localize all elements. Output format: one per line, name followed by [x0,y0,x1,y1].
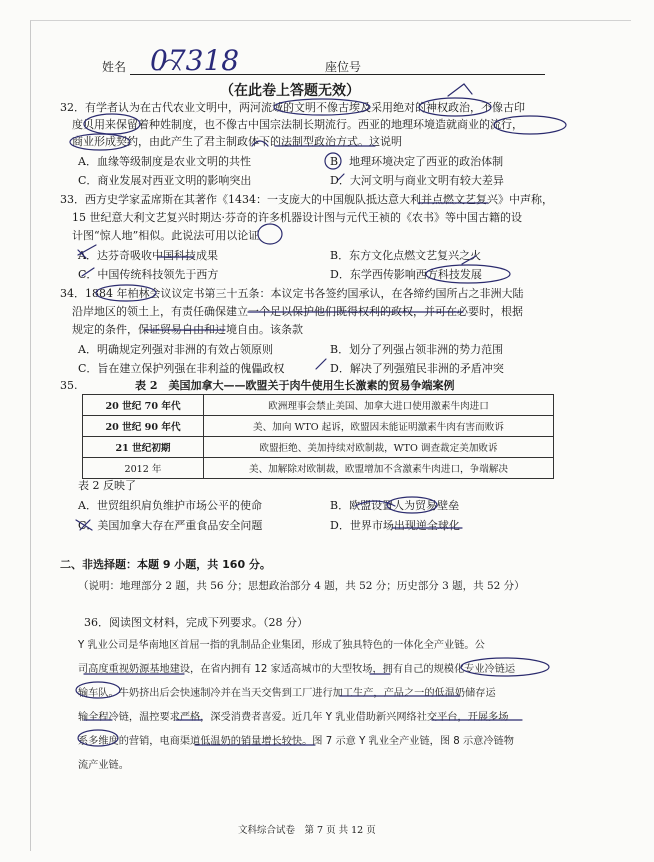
q33-option-d: D．东学西传影响西方科技发展 [330,268,482,281]
seat-label: 座位号 [325,60,362,74]
page-footer: 文科综合试卷 第 7 页 共 12 页 [238,825,376,836]
table-era-cell: 2012 年 [83,458,204,479]
q35-reflect: 表 2 反映了 [78,479,136,492]
q33-stem-line-3: 计图“惊人地”相似。此说法可用以论证 [72,229,260,242]
handwritten-name: 07318 [150,44,240,77]
table-caption: 表 2 美国加拿大——欧盟关于肉牛使用生长激素的贸易争端案例 [135,379,455,392]
section-two-note: （说明：地理部分 2 题，共 56 分；思想政治部分 4 题，共 52 分；历史部分 3 题，共 52 分） [78,580,525,592]
table-row [83,458,554,479]
q33-stem-line-2: 15 世纪意大利文艺复兴时期达·芬奇的许多机器设计图与元代王祯的《农书》等中国古籍的设 [72,211,522,224]
section-two-title: 二、非选择题：本题 9 小题，共 160 分。 [60,558,271,571]
q32-option-d: D．大河文明与商业文明有较大差异 [330,174,504,187]
q35-option-b: B．欧盟设置人为贸易壁垒 [330,499,460,512]
q33-option-c: C．中国传统科技领先于西方 [78,268,219,281]
q32-stem-line-2: 度贝用来保留着种姓制度，也不像古中国宗法制长期流行。西亚的地理环境造就商业的流行， [72,118,523,131]
q35-option-a: A．世贸组织肩负维护市场公平的使命 [78,499,262,512]
table-event-cell: 欧洲理事会禁止美国、加拿大进口使用激素牛肉进口 [204,395,554,416]
q34-stem-line-2: 沿岸地区的领土上，有责任确保建立一个足以保护他们既得权利的政权，并可在必要时，根据 [72,305,523,318]
table-event-cell: 欧盟拒绝、美加持续对欧制裁，WTO 调查裁定美加败诉 [204,437,554,458]
q34-stem-line-1: 34．1884 年柏林会议议定书第三十五条：本议定书各签约国承认，在各缔约国所占之非洲大陆 [60,287,524,300]
q33-stem-line-1: 33．西方史学家孟席斯在其著作《1434：一支庞大的中国舰队抵达意大利并点燃文艺复兴》中声称， [60,193,553,206]
name-label: 姓名 [102,60,127,74]
q35-option-c: C．美国加拿大存在严重食品安全问题 [78,519,263,532]
table-row [83,416,554,437]
table-event-cell: 美、加解除对欧制裁，欧盟增加不含激素牛肉进口，争端解决 [204,458,554,479]
table-row [83,395,554,416]
q36-line-2: 司高度重视奶源基地建设，在省内拥有 12 家适高城市的大型牧场，拥有自己的规模化专业冷链运 [78,664,516,675]
q34-stem-line-3: 规定的条件，保证贸易自由和过境自由。该条款 [72,323,303,336]
q34-option-d: D．解决了列强殖民非洲的矛盾冲突 [330,362,504,375]
pen-stroke [316,359,326,369]
q36-line-4: 输全程冷链，温控要求严格，深受消费者喜爱。近几年 Y 乳业借助新兴网络社交平台，开展多场 [78,712,509,723]
q32-stem-line-1: 32．有学者认为在古代农业文明中，两河流域的文明不像古埃及采用绝对的神权政治，不像古印 [60,101,525,114]
q34-option-c: C．旨在建立保护列强在非利益的傀儡政权 [78,362,285,375]
q36-line-3: 输车队。牛奶挤出后会快速制冷并在当天交售到工厂进行加工生产，产品之一的低温奶储存运 [78,688,496,699]
q32-option-c: C．商业发展对西亚文明的影响突出 [78,174,252,187]
q32-stem-line-3: 商业形成契约，由此产生了君主制政体下的法制型政治方式。这说明 [72,135,402,148]
q35-number: 35. [60,379,78,392]
q32-option-b: B．地理环境决定了西亚的政治体制 [330,155,504,168]
q33-option-a: A．达芬奇吸收中国科技成果 [78,249,218,262]
q34-option-a: A．明确规定列强对非洲的有效占领原则 [78,343,273,356]
q35-option-d: D．世界市场出现逆全球化 [330,519,460,532]
q34-option-b: B．划分了列强占领非洲的势力范围 [330,343,504,356]
table-era-cell: 20 世纪 90 年代 [83,416,204,437]
q36-line-6: 流产业链。 [78,760,129,771]
pen-arrow [448,84,472,96]
header-underline [130,74,545,75]
table-row [83,437,554,458]
table-era-cell: 20 世纪 70 年代 [83,395,204,416]
trade-dispute-table [82,394,554,479]
q33-option-b: B．东方文化点燃文艺复兴之火 [330,249,482,262]
pen-circle [258,224,282,244]
q36-line-5: 系多维度的营销，电商渠道低温奶的销量增长较快。图 7 示意 Y 乳业全产业链，图 8 示意冷链物 [78,736,514,747]
answer-invalid-notice: （在此卷上答题无效） [220,83,360,99]
q36-title: 36．阅读图文材料，完成下列要求。（28 分） [84,616,308,629]
q36-line-1: Y 乳业公司是华南地区首屈一指的乳制品企业集团，形成了独具特色的一体化全产业链。公 [78,640,485,651]
table-event-cell: 美、加向 WTO 起诉，欧盟因未能证明激素牛肉有害而败诉 [204,416,554,437]
q32-option-a: A．血缘等级制度是农业文明的共性 [78,155,251,168]
table-era-cell: 21 世纪初期 [83,437,204,458]
